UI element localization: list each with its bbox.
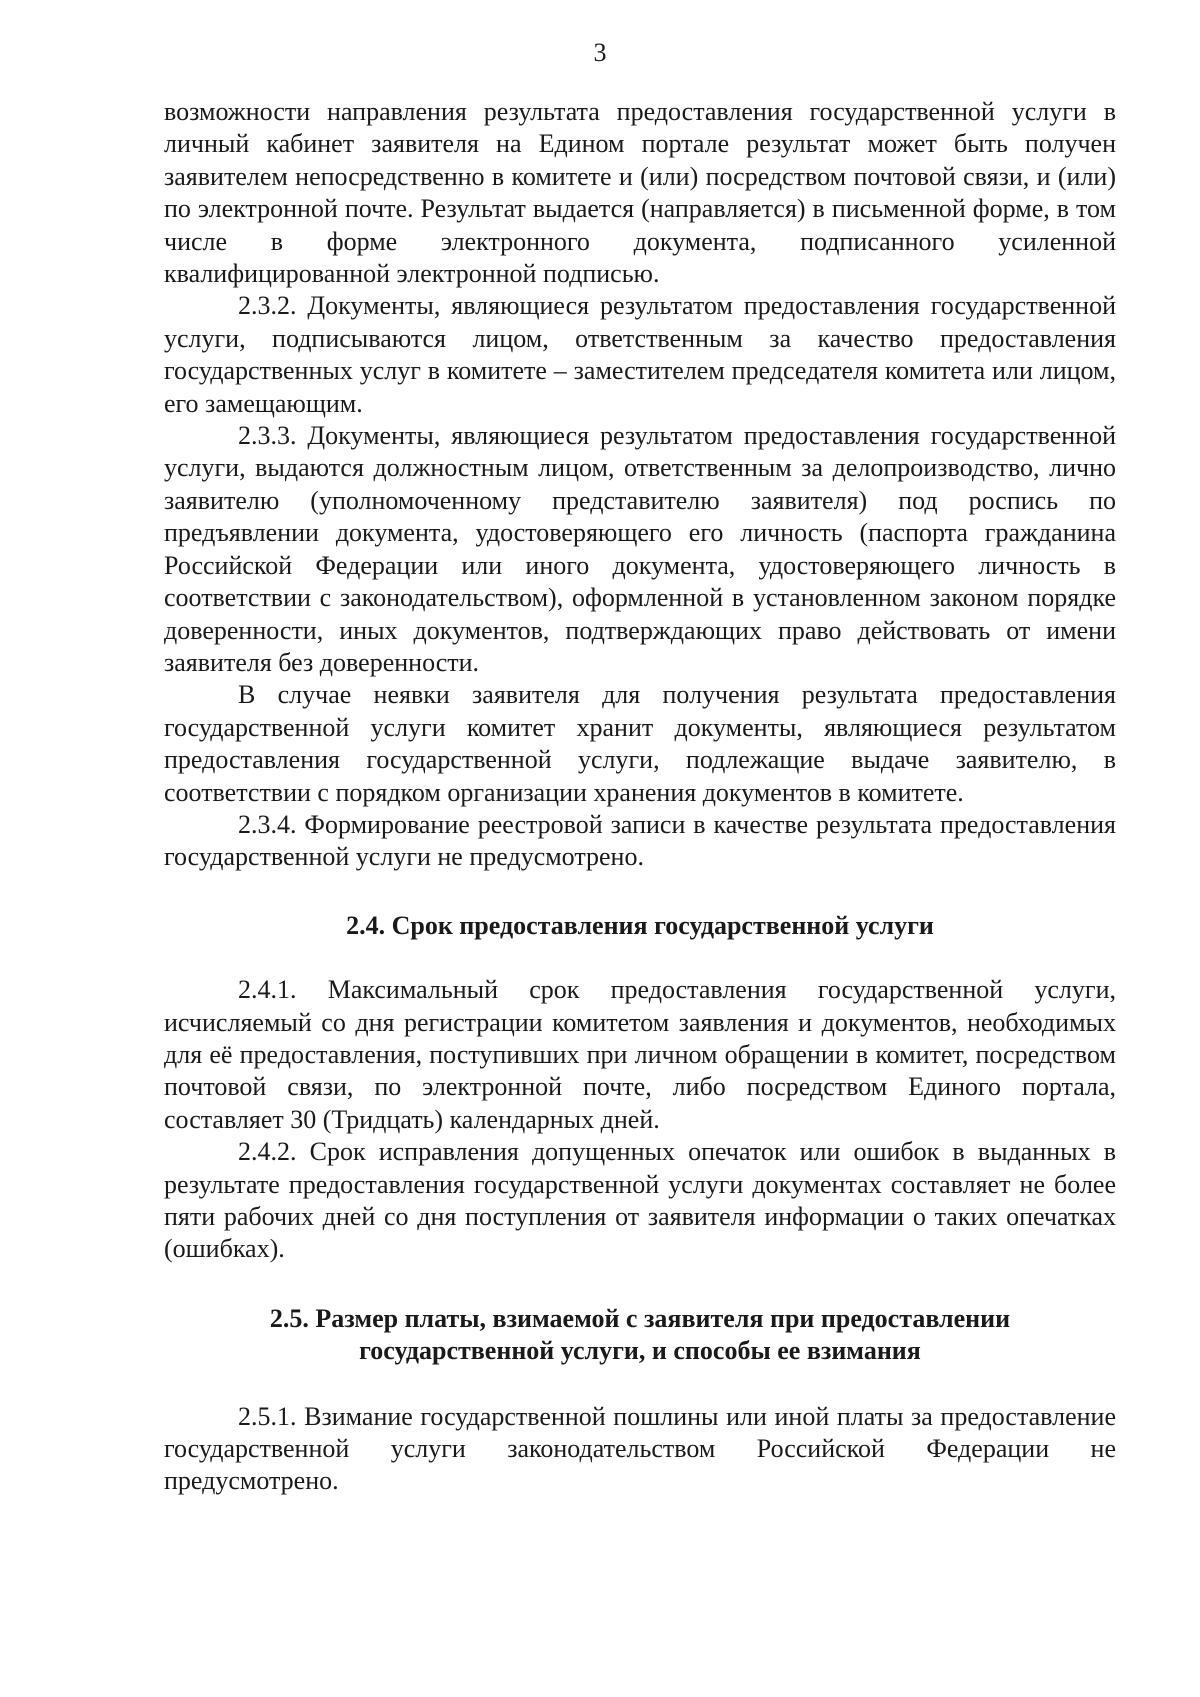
paragraph-result-delivery: возможности направления результата предоставления государственной услуги в личный кабинет заявителя на Едином портале результат может быть получен заявителем непосредственно в комитете и (или) посредством почтовой связи, и (или) по электронной почте. Результат выдается (направляется) в письменной форме, в том числе в форме электронного документа, подписанного усиленной квалифицированной электронной подписью. — [164, 97, 1116, 289]
paragraph-2-3-3: 2.3.3. Документы, являющиеся результатом предоставления государственной услуги, выдаются должностным лицом, ответственным за делопроизводство, лично заявителю (уполномоченному представителю заявителя) под роспись по предъявлении документа, удостоверяющего его личность (паспорта гражданина Российской Федерации или иного документа, удостоверяющего личность в соответствии с законодательством), оформленной в установленном законом порядке доверенности, иных документов, подтверждающих право действовать от имени заявителя без доверенности. — [164, 421, 1116, 677]
section-heading-2-4: 2.4. Срок предоставления государственной услуги — [346, 910, 934, 940]
document-body — [164, 96, 1116, 1498]
paragraph-2-4-1: 2.4.1. Максимальный срок предоставления государственной услуги, исчисляемый со дня регистрации комитетом заявления и документов, необходимых для её предоставления, поступивших при личном обращении в комитет, посредством почтовой связи, по электронной почте, либо посредством Единого портала, составляет 30 (Тридцать) календарных дней. — [164, 975, 1116, 1134]
paragraph-2-3-4: 2.3.4. Формирование реестровой записи в качестве результата предоставления государственной услуги не предусмотрено. — [164, 809, 1116, 872]
paragraph-non-appearance: В случае неявки заявителя для получения результата предоставления государственной услуги комитет хранит документы, являющиеся результатом предоставления государственной услуги, подлежащие выдаче заявителю, в соответствии с порядком организации хранения документов в комитете. — [164, 680, 1116, 807]
paragraph-2-5-1: 2.5.1. Взимание государственной пошлины или иной платы за предоставление государственной услуги законодательством Российской Федерации не предусмотрено. — [164, 1401, 1116, 1496]
paragraph-2-4-2: 2.4.2. Срок исправления допущенных опечаток или ошибок в выданных в результате предоставления государственной услуги документах составляет не более пяти рабочих дней со дня поступления от заявителя информации о таких опечатках (ошибках). — [164, 1137, 1116, 1264]
section-heading-2-5-line-2: государственной услуги, и способы ее взимания — [359, 1336, 921, 1366]
section-heading-2-5-line-1: 2.5. Размер платы, взимаемой с заявителя при предоставлении — [269, 1303, 1011, 1333]
page-number: 3 — [593, 38, 607, 67]
section-heading-2-5 — [164, 1303, 1116, 1368]
paragraph-2-3-2: 2.3.2. Документы, являющиеся результатом предоставления государственной услуги, подписываются лицом, ответственным за качество предоставления государственных услуг в комитете – заместителем председателя комитета или лицом, его замещающим. — [164, 291, 1116, 418]
